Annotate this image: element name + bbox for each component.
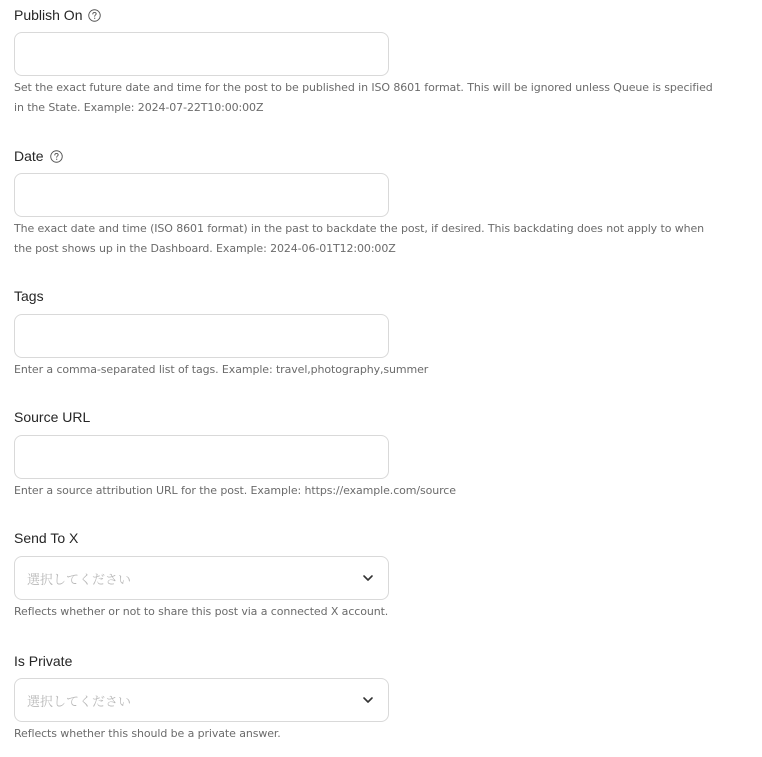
tags-label: Tags xyxy=(14,288,44,304)
is-private-field xyxy=(14,652,714,744)
date-field xyxy=(14,147,714,259)
is-private-label: Is Private xyxy=(14,653,73,669)
is-private-selected-value: 選択してください xyxy=(27,694,132,710)
chevron-down-icon xyxy=(362,694,374,706)
send-to-x-selected-value: 選択してください xyxy=(27,572,132,588)
is-private-select[interactable] xyxy=(14,678,389,722)
source-url-label: Source URL xyxy=(14,409,91,425)
question-circle-icon[interactable] xyxy=(50,150,63,163)
send-to-x-description: Reflects whether or not to share this post via a connected X account. xyxy=(14,605,389,618)
date-label-row xyxy=(14,147,714,165)
date-label: Date xyxy=(14,148,44,164)
date-input[interactable] xyxy=(14,173,389,217)
tags-field xyxy=(14,287,714,380)
is-private-label-row xyxy=(14,652,714,670)
tags-label-row xyxy=(14,287,714,305)
source-url-description: Enter a source attribution URL for the post. Example: https://example.com/source xyxy=(14,484,456,497)
publish-on-input[interactable] xyxy=(14,32,389,76)
send-to-x-label: Send To X xyxy=(14,530,79,546)
source-url-input[interactable] xyxy=(14,435,389,479)
publish-on-label: Publish On xyxy=(14,7,83,23)
publish-on-label-row xyxy=(14,6,714,24)
send-to-x-label-row xyxy=(14,529,714,547)
is-private-description: Reflects whether this should be a private answer. xyxy=(14,727,281,740)
source-url-field xyxy=(14,408,714,501)
question-circle-icon[interactable] xyxy=(88,9,101,22)
send-to-x-field xyxy=(14,529,714,622)
publish-on-description: Set the exact future date and time for the post to be published in ISO 8601 format. This will be ignored unless Queue is specified in the State. Example: 2024-07-22T10:00:00Z xyxy=(14,81,713,114)
date-description: The exact date and time (ISO 8601 format) in the past to backdate the post, if desired. This backdating does not apply to when the post shows up in the Dashboard. Example: 2024-06-01T12:00:00Z xyxy=(14,222,705,255)
chevron-down-icon xyxy=(362,572,374,584)
publish-on-field xyxy=(14,6,714,118)
tags-description: Enter a comma-separated list of tags. Example: travel,photography,summer xyxy=(14,363,429,376)
send-to-x-select[interactable] xyxy=(14,556,389,600)
source-url-label-row xyxy=(14,408,714,426)
tags-input[interactable] xyxy=(14,314,389,358)
